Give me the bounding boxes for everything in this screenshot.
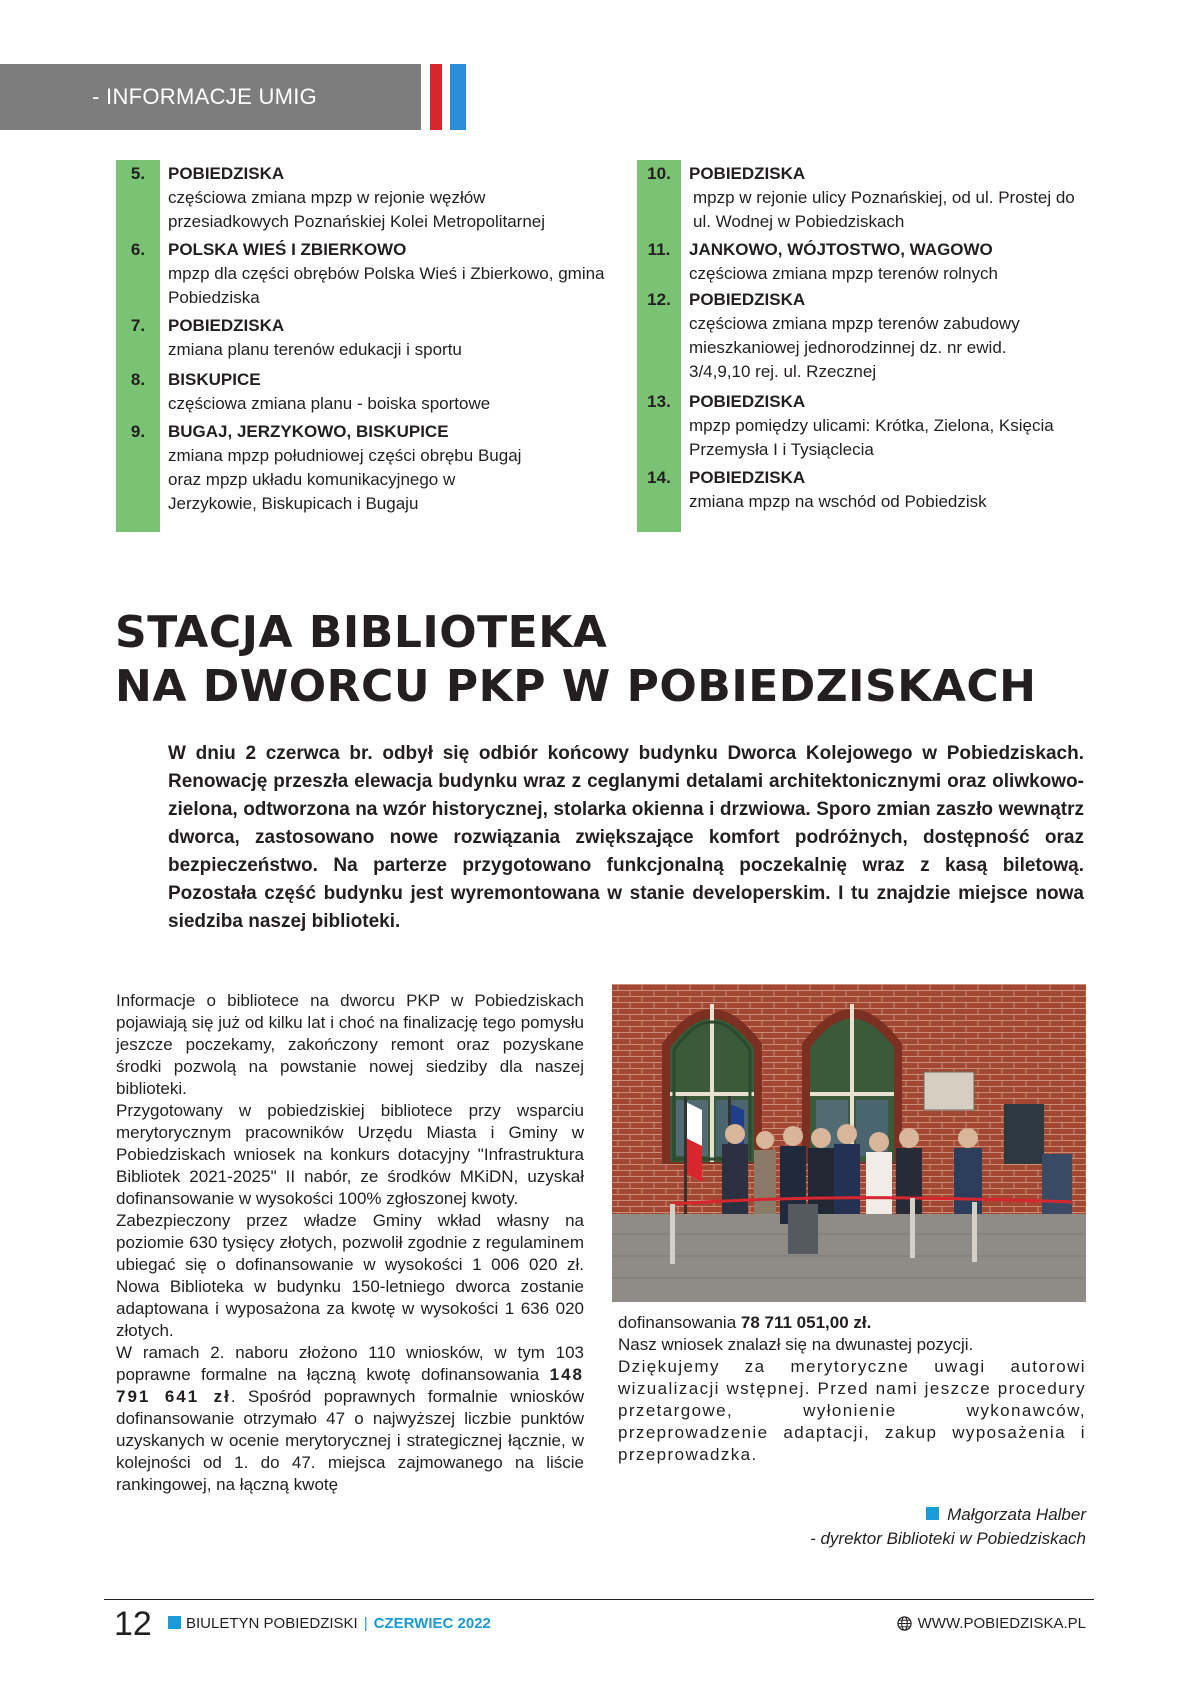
item-title: POBIEDZISKA [689,392,806,411]
paragraph: Przygotowany w pobiedziskiej bibliotece przy wsparciu merytorycznym pracowników Urzędu Miasta i Gminy w Pobiedziskach wniosek na konkurs dotacyjny "Infrastruktura Bibliotek 2021-2025" II nabór, ze środków MKiDN, uzyskał dofinansowanie w wysokości 100% zgłoszonej kwoty. [116,1101,584,1208]
item-desc: mpzp pomiędzy ulicami: Krótka, Zielona, Księcia Przemysła I i Tysiąclecia [689,416,1054,459]
item-desc: częściowa zmiana mpzp terenów zabudowy mieszkaniowej jednorodzinnej dz. nr ewid. 3/4,9,10 rej. ul. Rzecznej [689,314,1020,381]
header-red-stripe [430,64,442,130]
plan-list-left [116,160,616,532]
item-title: POBIEDZISKA [689,290,806,309]
item-number: 6. [130,240,146,259]
paragraph-text: dofinansowania [618,1313,741,1332]
item-desc: zmiana planu terenów edukacji i sportu [168,340,462,359]
footer-publication [168,1614,491,1634]
footer-separator: | [363,1615,368,1632]
item-desc: częściowa zmiana mpzp terenów rolnych [689,264,998,283]
list-number-bar [116,160,160,532]
paragraph [618,1312,1086,1334]
paragraph: Dziękujemy za merytoryczne uwagi autorowi wizualizacji wstępnej. Przed nami jeszcze procedury przetargowe, wyłonienie wykonawców, przeprowadzenie adaptacji, zakup wyposażenia i przeprowadzka. [618,1357,1086,1464]
item-desc: mpzp dla części obrębów Polska Wieś i Zbierkowo, gmina Pobiedziska [168,264,605,307]
website-url: WWW.POBIEDZISKA.PL [917,1615,1086,1632]
funding-amount: 78 711 051,00 zł. [740,1313,872,1332]
item-number: 5. [130,164,146,183]
page-number: 12 [114,1605,152,1643]
item-number: 9. [130,422,146,441]
article-body-left [116,990,584,1496]
issue-month: CZERWIEC 2022 [373,1615,491,1632]
item-number: 13. [647,392,671,411]
paragraph: Nasz wniosek znalazł się na dwunastej pozycji. [618,1335,974,1354]
headline-line-1: STACJA BIBLIOTEKA [115,607,608,658]
item-title: POBIEDZISKA [168,164,285,183]
publication-name: BIULETYN POBIEDZISKI [186,1615,358,1632]
item-number: 11. [647,240,671,259]
item-number: 7. [130,316,146,335]
paragraph-text: W ramach 2. naboru złożono 110 wniosków, w tym 103 poprawne formalne na łączną kwotę dofinansowania [116,1343,584,1384]
footer-website [897,1614,1086,1634]
item-desc: częściowa zmiana mpzp w rejonie węzłów przesiadkowych Poznańskiej Kolei Metropolitarnej [168,188,546,231]
section-header [0,64,421,130]
headline-line-2: NA DWORCU PKP W POBIEDZISKACH [115,661,1037,712]
item-title: BISKUPICE [168,370,261,389]
item-number: 14. [647,468,671,487]
item-number: 12. [647,290,671,309]
item-title: POBIEDZISKA [689,468,806,487]
item-desc: zmiana mpzp południowej części obrębu Bugaj oraz mpzp układu komunikacyjnego w Jerzykowie, Biskupicach i Bugaju [168,446,522,513]
footer-divider [104,1599,1094,1600]
item-desc: częściowa zmiana planu - boiska sportowe [168,394,491,413]
author-role: - dyrektor Biblioteki w Pobiedziskach [810,1529,1086,1548]
item-title: POLSKA WIEŚ I ZBIERKOWO [168,240,407,259]
item-desc: zmiana mpzp na wschód od Pobiedzisk [689,492,987,511]
item-title: POBIEDZISKA [168,316,285,335]
plan-list-right [637,160,1097,532]
item-title: BUGAJ, JERZYKOWO, BISKUPICE [168,422,449,441]
paragraph [116,1342,584,1496]
square-bullet-icon [168,1616,181,1629]
article-lead: W dniu 2 czerwca br. odbył się odbiór końcowy budynku Dworca Kolejowego w Pobiedziskach. Renowację przeszła elewacja budynku wraz z ceglanymi detalami architektonicznymi oraz oliwkowo-zielona, odtworzona na wzór historycznej, stolarka okienna i drzwiowa. Sporo zmian zaszło wewnątrz dworca, zastosowano nowe rozwiązania zwiększające komfort podróżnych, dostępność oraz bezpieczeństwo. Na parterze przygotowano funkcjonalną poczekalnię wraz z kasą biletową. Pozostała część budynku jest wyremontowana w stanie developerskim. I tu znajdzie miejsce nowa siedziba naszej biblioteki. [168,743,1084,932]
author-name: Małgorzata Halber [947,1505,1086,1524]
globe-icon [897,1616,912,1631]
header-blue-stripe [450,64,466,130]
paragraph: Zabezpieczony przez władze Gminy wkład własny na poziomie 630 tysięcy złotych, pozwolił zgodnie z regulaminem ubiegać się o dofinansowanie w wysokości 1 006 020 zł. Nowa Biblioteka w budynku 150-letniego dworca zostanie adaptowana i wyposażona za kwotę w wysokości 1 636 020 złotych. [116,1211,584,1340]
item-title: POBIEDZISKA [689,164,806,183]
total-amount: 148 791 641 zł [116,1365,584,1406]
square-bullet-icon [926,1507,939,1520]
paragraph-text: . Spośród poprawnych formalnie wniosków dofinansowanie otrzymało 47 o najwyższej liczbie punktów uzyskanych w ocenie merytorycznej i strategicznej łącznie, w kolejności od 1. do 47. miejsca zajmowanego na liście rankingowej, na łączną kwotę [116,1387,584,1494]
item-number: 8. [130,370,146,389]
section-label: - INFORMACJE UMIG [92,84,318,109]
item-desc: mpzp w rejonie ulicy Poznańskiej, od ul. Prostej do ul. Wodnej w Pobiedziskach [693,188,1075,231]
photo-station-ribbon-cutting-icon [612,984,1086,1302]
article-headline [115,606,1075,714]
station-photo [612,984,1086,1302]
item-number: 10. [647,164,671,183]
author-signature [686,1503,1086,1551]
item-title: JANKOWO, WÓJTOSTWO, WAGOWO [689,240,993,259]
paragraph: Informacje o bibliotece na dworcu PKP w Pobiedziskach pojawiają się już od kilku lat i choć na finalizację tego pomysłu jeszcze poczekamy, zakończony remont oraz pozyskane środki pozwolą na powstanie nowej siedziby dla naszej biblioteki. [116,991,584,1098]
article-body-right [618,1312,1086,1466]
